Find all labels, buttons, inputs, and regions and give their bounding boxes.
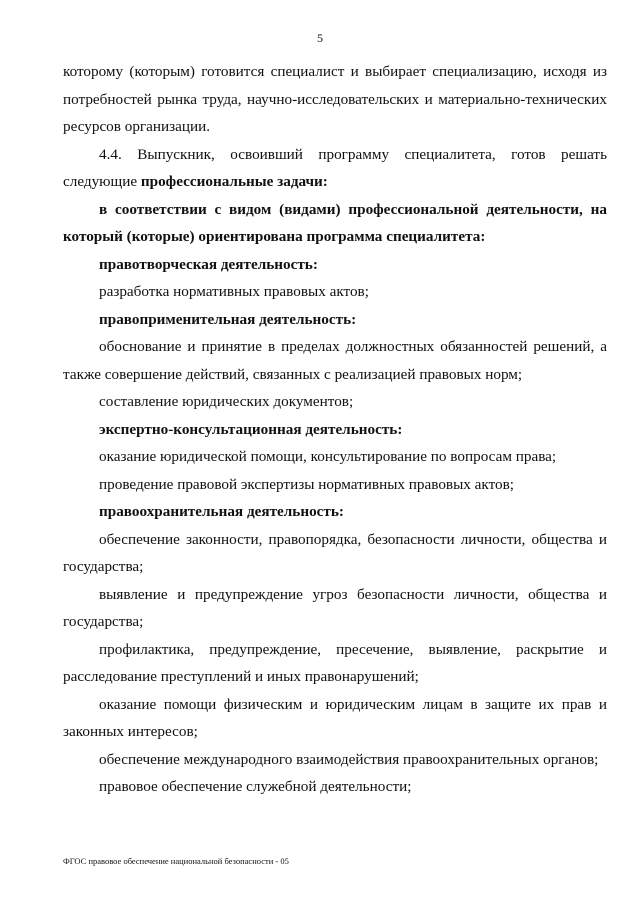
heading-law-enforcement: правоохранительная деятельность:: [99, 503, 344, 520]
page-number: 5: [317, 31, 323, 45]
document-body: [63, 58, 607, 801]
list-item: правовое обеспечение служебной деятельности;: [99, 778, 412, 795]
list-item: обоснование и принятие в пределах должностных обязанностей решений, а также совершение действий, связанных с реализацией правовых норм;: [63, 338, 607, 383]
list-item: выявление и предупреждение угроз безопасности личности, общества и государства;: [63, 585, 607, 630]
list-item: обеспечение законности, правопорядка, безопасности личности, общества и государства;: [63, 530, 607, 575]
heading-lawmaking: правотворческая деятельность:: [99, 255, 318, 273]
paragraph-4-4: [63, 141, 607, 196]
list-item: оказание юридической помощи, консультирование по вопросам права;: [99, 448, 557, 465]
list-item: проведение правовой экспертизы нормативных правовых актов;: [99, 475, 515, 493]
list-item: составление юридических документов;: [99, 393, 354, 410]
page-footer: ФГОС правовое обеспечение национальной безопасности - 05: [63, 856, 289, 866]
heading-law-enforcement-application: правоприменительная деятельность:: [99, 310, 357, 328]
list-item: оказание помощи физическим и юридическим лицам в защите их прав и законных интересов;: [63, 695, 607, 740]
professional-tasks-term: профессиональные задачи:: [140, 173, 328, 190]
list-item: обеспечение международного взаимодействия правоохранительных органов;: [99, 750, 599, 768]
activity-types-heading: в соответствии с видом (видами) профессиональной деятельности, на который (которые) ориентирована программа специалитета:: [63, 200, 607, 245]
paragraph-continuation: которому (которым) готовится специалист и выбирает специализацию, исходя из потребностей рынка труда, научно-исследовательских и материально-технических ресурсов организации.: [63, 63, 607, 135]
list-item: профилактика, предупреждение, пресечение, выявление, раскрытие и расследование преступлений и иных правонарушений;: [63, 640, 607, 685]
paragraph-4-4-lead: 4.4. Выпускник, освоивший программу специалитета, готов решать следующие: [63, 145, 607, 190]
list-item: разработка нормативных правовых актов;: [99, 283, 369, 300]
heading-expert-consulting: экспертно-консультационная деятельность:: [99, 420, 403, 438]
